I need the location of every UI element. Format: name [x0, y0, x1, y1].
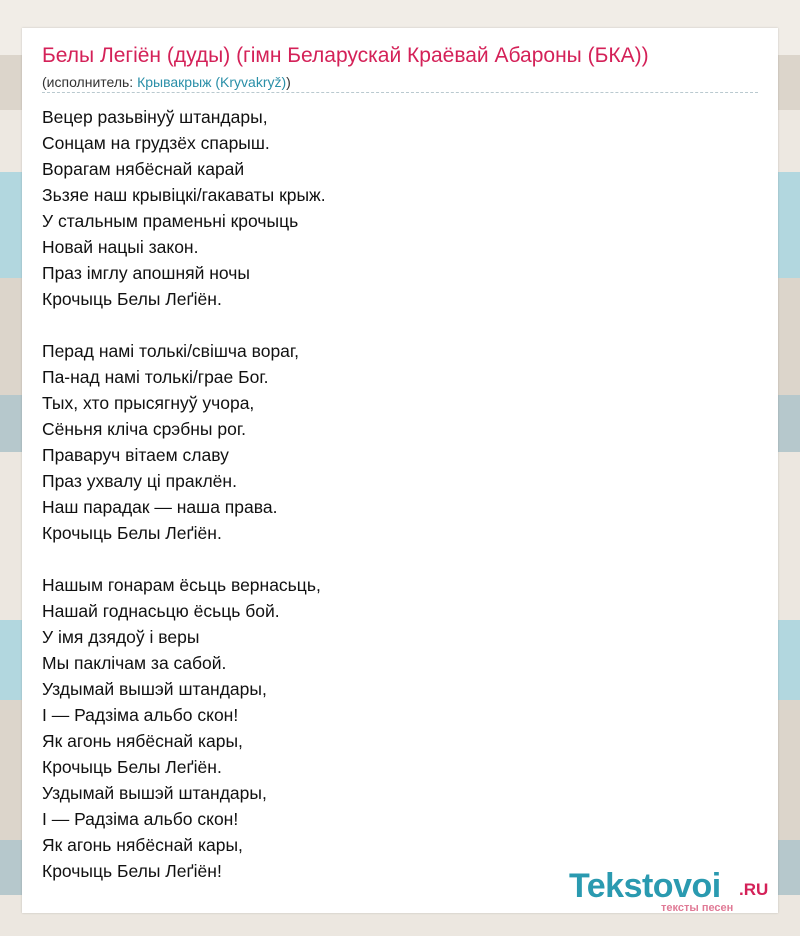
- performer-suffix: ): [286, 74, 291, 90]
- lyrics-line: Па-над намі толькі/грае Бог.: [42, 367, 269, 387]
- lyrics-line: Перад намі толькі/свішча вораг,: [42, 341, 300, 361]
- divider: [42, 92, 758, 93]
- lyrics-line: Сонцам на грудзёх спарыш.: [42, 133, 270, 153]
- logo-name: Tekstovoi: [569, 867, 721, 905]
- lyrics-line: І — Радзіма альбо скон!: [42, 705, 239, 725]
- lyrics-line: Крочыць Белы Леґіён.: [42, 289, 222, 309]
- lyrics-line: Вецер разьвінуў штандары,: [42, 107, 268, 127]
- page-title: Белы Легіён (дуды) (гімн Беларускай Краёвай Абароны (БКА)): [42, 44, 649, 67]
- lyrics-line: Праваруч вітаем славу: [42, 445, 229, 465]
- lyrics-line: Як агонь нябёснай кары,: [42, 731, 243, 751]
- lyrics-line: У стальным праменьні крочыць: [42, 211, 299, 231]
- lyrics-line: Крочыць Белы Леґіён.: [42, 523, 222, 543]
- lyrics-line: Зьзяе наш крывіцкі/гакаваты крыж.: [42, 185, 326, 205]
- logo-tld: .RU: [739, 880, 769, 899]
- lyrics-line: Ворагам нябёснай карай: [42, 159, 245, 179]
- performer-line: [42, 73, 291, 91]
- lyrics-line: Крочыць Белы Леґіён.: [42, 757, 222, 777]
- lyrics-stanza: [42, 338, 326, 546]
- lyrics-line: Нашай годнасьцю ёсьць бой.: [42, 601, 280, 621]
- lyrics-line: Праз імглу апошняй ночы: [42, 263, 250, 283]
- lyrics-line: Новай нацыі закон.: [42, 237, 199, 257]
- lyrics-line: Сёньня кліча срэбны рог.: [42, 419, 246, 439]
- performer-link[interactable]: Крывакрыж (Kryvakryž): [137, 74, 287, 90]
- lyrics-line: Уздымай вышэй штандары,: [42, 783, 267, 803]
- lyrics-line: Нашым гонарам ёсьць вернасьць,: [42, 575, 321, 595]
- lyrics-line: Як агонь нябёснай кары,: [42, 835, 243, 855]
- lyrics-line: У імя дзядоў і веры: [42, 627, 200, 647]
- lyrics-line: Тых, хто прысягнуў учора,: [42, 393, 255, 413]
- site-logo[interactable]: [569, 866, 779, 916]
- performer-prefix: (исполнитель:: [42, 74, 138, 90]
- lyrics-stanza: [42, 104, 326, 312]
- logo-tagline: тексты песен: [661, 902, 734, 914]
- lyrics-line: Мы паклічам за сабой.: [42, 653, 227, 673]
- lyrics-stanza: [42, 572, 326, 884]
- lyrics-line: Праз ухвалу ці праклён.: [42, 471, 237, 491]
- lyrics-line: І — Радзіма альбо скон!: [42, 809, 239, 829]
- lyrics-line: Наш парадак — наша права.: [42, 497, 278, 517]
- lyrics-line: Уздымай вышэй штандары,: [42, 679, 267, 699]
- lyrics-body: [42, 104, 326, 910]
- lyrics-card: [22, 28, 778, 913]
- lyrics-line: Крочыць Белы Леґіён!: [42, 861, 222, 881]
